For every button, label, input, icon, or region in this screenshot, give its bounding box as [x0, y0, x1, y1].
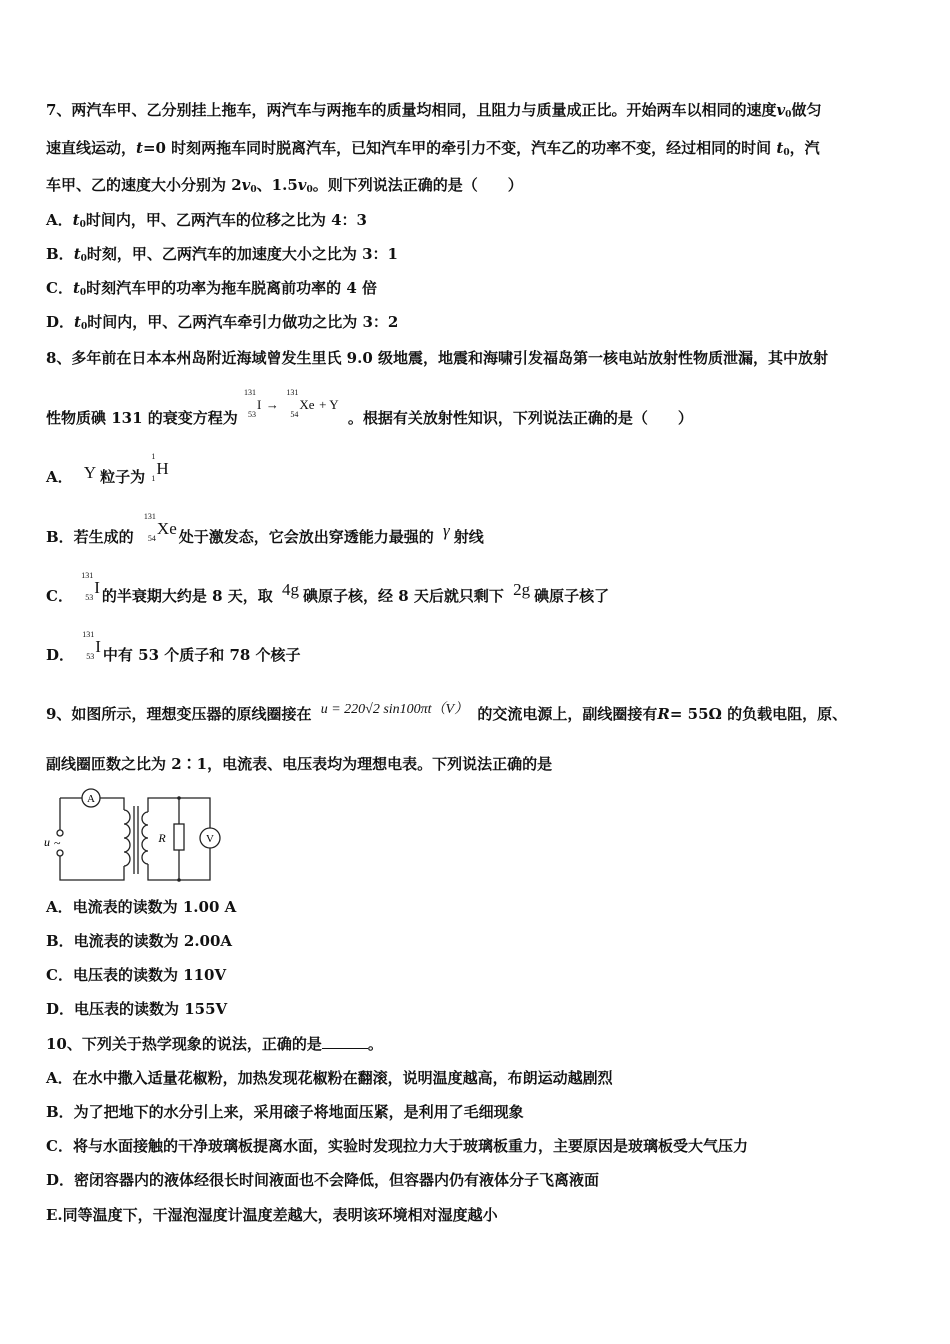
q7-line1: 7、两汽车甲、乙分别挂上拖车，两汽车与两拖车的质量均相同，且阻力与质量成正比。开始两车以相同的速度$v_0$做匀: [46, 101, 822, 120]
q8-option-a: A． Y 粒子为 1 1 H: [46, 452, 169, 486]
ammeter-label: A: [87, 793, 95, 805]
i131-isotope: 131 53 I: [244, 388, 262, 419]
ac-formula: u = 220√2 sin100πt（V）: [320, 702, 469, 717]
xe131-isotope: 131 54 Xe: [143, 512, 177, 543]
q7-line3: 车甲、乙的速度大小分别为 $2v_0$、$1.5v_0$。则下列说法正确的是（ ）: [46, 176, 523, 195]
transformer-circuit-diagram: [40, 784, 225, 886]
junction-dot-bottom: [177, 878, 181, 882]
resistor-box: [174, 824, 184, 850]
q10-option-d: D．密闭容器内的液体经很长时间液面也不会降低，但容器内仍有液体分子飞离液面: [46, 1171, 600, 1189]
q7-option-b: B．$t_0$时刻，甲、乙两汽车的加速度大小之比为 3：1: [46, 245, 398, 264]
resistor-label: R: [158, 831, 166, 845]
i131-isotope: 131 53 I: [82, 630, 101, 661]
source-voltage-label: u: [44, 835, 50, 849]
primary-coil: [124, 810, 130, 866]
q10-option-a: A．在水中撒入适量花椒粉，加热发现花椒粉在翻滚，说明温度越高，布朗运动越剧烈: [46, 1069, 613, 1087]
secondary-coil: [142, 812, 148, 864]
q10-line1: 10、下列关于热学现象的说法，正确的是 。: [46, 1035, 383, 1053]
primary-top-right-wire: [100, 798, 124, 810]
q9-option-d: D．电压表的读数为 155V: [46, 1000, 228, 1018]
q8-option-d: D． 131 53 I 中有 53 个质子和 78 个核子: [46, 630, 301, 664]
q9-option-b: B．电流表的读数为 2.00A: [46, 932, 233, 950]
q7-option-a: A．$t_0$时间内，甲、乙两汽车的位移之比为 4：3: [46, 211, 367, 230]
voltmeter-label: V: [206, 833, 214, 845]
decay-equation: 131 53 I → 131 54 Xe + Y: [244, 388, 339, 419]
q10-option-b: B．为了把地下的水分引上来，采用磙子将地面压紧，是利用了毛细现象: [46, 1103, 524, 1121]
q8-line1: 8、多年前在日本本州岛附近海域曾发生里氏 9.0 级地震，地震和海啸引发福岛第一核电站放射性物质泄漏，其中放射: [46, 349, 828, 367]
answer-blank: [322, 1034, 368, 1049]
primary-bottom-wire: [60, 856, 124, 880]
input-terminal-bottom: [57, 850, 63, 856]
ac-source-symbol: ~: [54, 836, 61, 850]
q9-option-a: A．电流表的读数为 1.00 A: [46, 898, 237, 916]
q10-option-e: E.同等温度下，干湿泡湿度计温度差越大，表明该环境相对湿度越小: [46, 1206, 498, 1224]
junction-dot-top: [177, 796, 181, 800]
q9-line1: 9、如图所示，理想变压器的原线圈接在 u = 220√2 sin100πt（V） 的交流电源上，副线圈接有R= 55Ω 的负载电阻，原、: [46, 702, 848, 723]
q7-option-c: C．$t_0$时刻汽车甲的功率为拖车脱离前功率的 4 倍: [46, 279, 378, 298]
q7-line2: 速直线运动，t=0 时刻两拖车同时脱离汽车，已知汽车甲的牵引力不变，汽车乙的功率不变，经过相同的时间 $t_0$，汽: [46, 139, 820, 158]
xe131-isotope: 131 54 Xe: [286, 388, 315, 419]
q9-line2: 副线圈匝数之比为 2∶1，电流表、电压表均为理想电表。下列说法正确的是: [46, 755, 553, 773]
q7-option-d: D．$t_0$时间内，甲、乙两汽车牵引力做功之比为 3：2: [46, 313, 399, 332]
h1-isotope: 1 1 H: [151, 452, 169, 483]
q10-option-c: C．将与水面接触的干净玻璃板提离水面，实验时发现拉力大于玻璃板重力，主要原因是玻璃板受大气压力: [46, 1137, 748, 1155]
q8-line2: 性物质碘 131 的衰变方程为 131 53 I → 131 54 Xe + Y 。根据有关放射性知识，下列说法正确的是（ ）: [46, 388, 693, 427]
i131-isotope: 131 53 I: [81, 571, 100, 602]
q9-option-c: C．电压表的读数为 110V: [46, 966, 227, 984]
q8-option-b: B．若生成的 131 54 Xe 处于激发态，它会放出穿透能力最强的 γ 射线: [46, 512, 484, 546]
q8-option-c: C． 131 53 I 的半衰期大约是 8 天，取 4g 碘原子核，经 8 天后就只剩下 2g 碘原子核了: [46, 571, 610, 605]
